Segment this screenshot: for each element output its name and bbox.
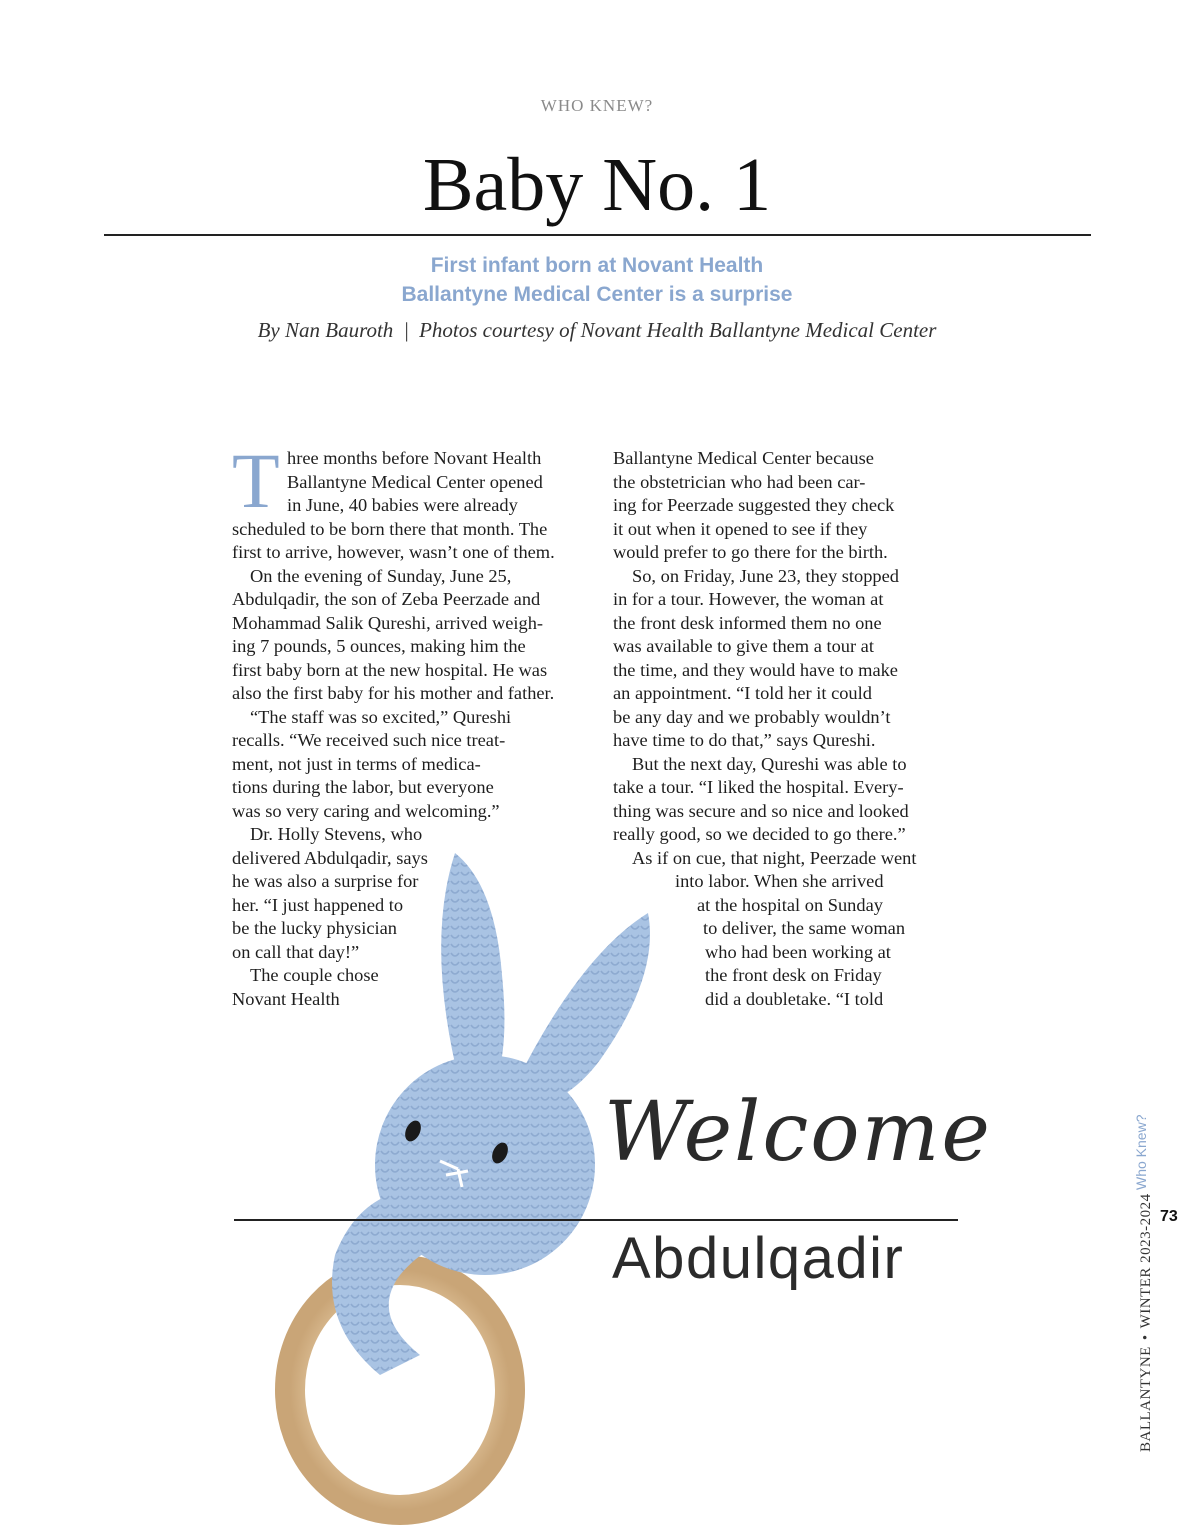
article-line: also the first baby for his mother and father. <box>232 683 555 703</box>
article-line: Dr. Holly Stevens, who <box>250 824 423 844</box>
article-line: first to arrive, however, wasn’t one of them. <box>232 542 555 562</box>
article-line: it out when it opened to see if they <box>613 518 868 539</box>
sidebar-section-label: Who Knew? <box>1133 1114 1149 1190</box>
article-line: The couple chose <box>250 965 379 985</box>
magazine-name: BALLANTYNE <box>1138 1346 1154 1452</box>
article-line: delivered Abdulqadir, says <box>232 847 428 868</box>
article-line: would prefer to go there for the birth. <box>613 542 888 562</box>
separator-dot: • <box>1138 1334 1154 1341</box>
article-line: take a tour. “I liked the hospital. Every- <box>613 777 904 797</box>
article-line: who had been working at <box>705 941 891 962</box>
welcome-script-text: Welcome <box>604 1085 992 1180</box>
article-line: “The staff was so excited,” Qureshi <box>250 706 512 727</box>
article-line: was so very caring and welcoming.” <box>232 800 500 821</box>
article-line: Ballantyne Medical Center opened <box>287 471 543 492</box>
article-line: into labor. When she arrived <box>675 871 884 891</box>
article-line: was available to give them a tour at <box>613 636 874 656</box>
article-line: did a doubletake. “I told <box>705 988 884 1009</box>
article-line: on call that day!” <box>232 941 360 962</box>
article-line: he was also a surprise for <box>232 871 419 891</box>
section-kicker: WHO KNEW? <box>540 96 654 115</box>
title-divider <box>104 234 1091 236</box>
article-line: On the evening of Sunday, June 25, <box>250 565 512 586</box>
byline-author: By Nan Bauroth <box>257 318 394 342</box>
article-subtitle <box>0 251 1194 309</box>
drop-cap: T <box>232 437 280 524</box>
page-number: 73 <box>1160 1208 1178 1225</box>
article-line: scheduled to be born there that month. The <box>232 518 548 539</box>
byline-separator: | <box>403 318 410 342</box>
article-line: be any day and we probably wouldn’t <box>613 706 891 727</box>
article-line: thing was secure and so nice and looked <box>613 800 909 821</box>
article-line: really good, so we decided to go there.” <box>613 824 906 844</box>
article-line: be the lucky physician <box>232 918 397 938</box>
article-line: the time, and they would have to make <box>613 659 898 680</box>
article-line: the front desk on Friday <box>705 965 882 985</box>
article-line: tions during the labor, but everyone <box>232 777 494 797</box>
article-line: recalls. “We received such nice treat- <box>232 730 506 750</box>
article-line: in June, 40 babies were already <box>287 495 518 515</box>
crochet-bunny-rattle-photo <box>230 835 750 1535</box>
article-line: have time to do that,” says Qureshi. <box>613 730 876 750</box>
article-line: ing 7 pounds, 5 ounces, making him the <box>232 636 526 656</box>
article-line: ment, not just in terms of medica- <box>232 753 481 774</box>
article-line: Abdulqadir, the son of Zeba Peerzade and <box>232 589 541 609</box>
baby-name: Abdulqadir <box>612 1226 905 1291</box>
article-line: an appointment. “I told her it could <box>613 683 872 703</box>
article-line: the obstetrician who had been car- <box>613 471 866 492</box>
article-line: hree months before Novant Health <box>287 448 542 468</box>
article-line: first baby born at the new hospital. He was <box>232 659 548 680</box>
article-line: the front desk informed them no one <box>613 612 882 633</box>
article-line: So, on Friday, June 23, they stopped <box>632 565 899 586</box>
article-line: her. “I just happened to <box>232 894 404 915</box>
article-line: ing for Peerzade suggested they check <box>613 495 895 515</box>
article-line: in for a tour. However, the woman at <box>613 589 884 609</box>
article-line: As if on cue, that night, Peerzade went <box>632 847 917 868</box>
welcome-divider <box>234 1219 958 1221</box>
subtitle-line-1: First infant born at Novant Health <box>430 254 764 277</box>
article-line: Novant Health <box>232 988 340 1009</box>
article-line: at the hospital on Sunday <box>697 894 883 915</box>
issue-date: WINTER 2023-2024 <box>1138 1193 1154 1329</box>
article-title: Baby No. 1 <box>422 143 772 227</box>
byline <box>0 318 1194 343</box>
article-line: to deliver, the same woman <box>703 918 906 938</box>
sidebar-issue-label <box>1138 1193 1155 1452</box>
subtitle-line-2: Ballantyne Medical Center is a surprise <box>401 283 793 306</box>
byline-photos: Photos courtesy of Novant Health Ballantyne Medical Center <box>419 318 937 342</box>
article-line: Ballantyne Medical Center because <box>613 448 874 468</box>
article-line: But the next day, Qureshi was able to <box>632 753 907 774</box>
article-line: Mohammad Salik Qureshi, arrived weigh- <box>232 612 544 633</box>
